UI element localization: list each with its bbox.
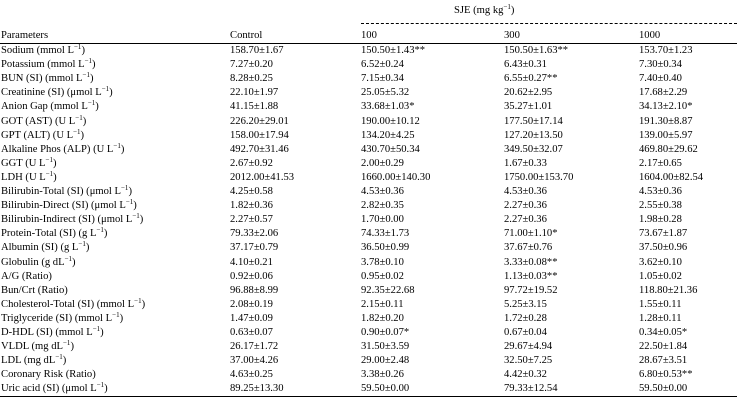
- parameter-text: LDH (U L: [1, 171, 46, 183]
- dose-300-value: 4.53±0.36: [504, 186, 547, 197]
- dose-1000-value: 1.05±0.02: [639, 270, 682, 282]
- parameter-text: BUN (SI) (mmol L: [1, 73, 83, 85]
- dose-100-value: 1.70±0.00: [361, 214, 404, 226]
- parameter-text: GOT (AST) (U L: [1, 115, 76, 127]
- unit-superscript: −1: [73, 43, 82, 51]
- control-value: 41.15±1.88: [230, 101, 279, 113]
- dose-1000-value: 37.50±0.96: [639, 242, 688, 254]
- dose-1000-value: 0.34±0.05*: [639, 327, 688, 338]
- parameter-text: ): [119, 312, 124, 324]
- parameter-text: LDL (mg dL: [1, 355, 56, 367]
- unit-superscript: −1: [101, 85, 110, 94]
- dose-100-value: 25.05±5.32: [361, 87, 410, 99]
- dose-100-value: 430.70±50.34: [361, 143, 420, 155]
- parameter-name: [1, 368, 96, 381]
- group-header: [454, 4, 514, 17]
- unit-superscript: −1: [120, 184, 129, 192]
- parameter-text: Albumin (SI) (g L: [1, 242, 79, 254]
- dose-1000-value: 118.80±21.36: [639, 284, 698, 296]
- unit-superscript: −1: [78, 240, 86, 249]
- parameter-text: ): [92, 59, 96, 71]
- dose-1000-value: 17.68±2.29: [639, 87, 688, 99]
- dose-300-value: 4.42±0.32: [504, 369, 547, 381]
- control-value: 2012.00±41.53: [230, 171, 295, 183]
- parameter-name: [1, 72, 94, 85]
- unit-superscript: −1: [84, 57, 93, 66]
- control-value: 7.27±0.20: [230, 59, 273, 71]
- unit-superscript: −1: [82, 71, 90, 80]
- dose-300-value: 1.72±0.28: [504, 312, 547, 324]
- parameter-text: ): [100, 327, 104, 338]
- dose-300-value: 127.20±13.50: [504, 129, 563, 141]
- control-value: 26.17±1.72: [230, 341, 279, 353]
- dose-300-value: 37.67±0.76: [504, 242, 553, 254]
- parameter-text: ): [120, 143, 125, 155]
- parameter-name: [1, 213, 143, 226]
- dose-100-value: 29.00±2.48: [361, 355, 410, 367]
- dose-1000-value: 191.30±8.87: [639, 115, 693, 127]
- parameter-text: GGT (U L: [1, 157, 46, 169]
- dose-1000-value: 2.55±0.38: [639, 200, 682, 212]
- control-value: 4.63±0.25: [230, 369, 273, 381]
- unit-superscript: −1: [87, 99, 96, 108]
- parameter-text: Bilirubin-Direct (SI) (μmol L: [1, 200, 126, 212]
- control-value: 492.70±31.46: [230, 143, 289, 155]
- dose-100-value: 33.68±1.03*: [361, 101, 415, 113]
- dose-100-value: 2.82±0.35: [361, 200, 404, 212]
- parameter-text: ): [104, 383, 108, 395]
- parameter-text: VLDL (mg dL: [1, 341, 63, 353]
- control-value: 37.00±4.26: [230, 355, 279, 367]
- dose-300-value: 79.33±12.54: [504, 383, 558, 395]
- dose-100-value: 59.50±0.00: [361, 383, 410, 395]
- parameter-text: D-HDL (SI) (mmol L: [1, 327, 93, 338]
- parameter-name: [1, 227, 107, 240]
- dose-1000-value: 28.67±3.51: [639, 355, 688, 367]
- control-value: 0.63±0.07: [230, 327, 273, 338]
- dose-300-value: 35.27±1.01: [504, 101, 553, 113]
- parameter-text: Anion Gap (mmol L: [1, 101, 88, 113]
- dose-1000-value: 469.80±29.62: [639, 143, 698, 155]
- parameter-name: [1, 44, 85, 57]
- parameter-name: [1, 86, 113, 99]
- control-value: 89.25±13.30: [230, 383, 284, 395]
- header-dose-300: 300: [504, 30, 520, 41]
- dose-100-value: 0.95±0.02: [361, 270, 404, 282]
- group-header-text: SJE (mg kg: [454, 5, 504, 16]
- parameter-text: ): [80, 129, 85, 141]
- dose-300-value: 29.67±4.94: [504, 341, 553, 353]
- parameter-name: [1, 171, 57, 184]
- dose-1000-value: 1.98±0.28: [639, 214, 682, 226]
- control-value: 79.33±2.06: [230, 228, 279, 240]
- parameter-text: GPT (ALT) (U L: [1, 129, 74, 141]
- parameter-name: [1, 312, 123, 325]
- parameter-text: Bilirubin-Indirect (SI) (μmol L: [1, 214, 133, 226]
- parameter-name: [1, 100, 99, 113]
- parameter-text: ): [53, 171, 57, 183]
- dose-1000-value: 7.30±0.34: [639, 59, 682, 71]
- unit-superscript: −1: [112, 310, 120, 319]
- parameter-text: ): [109, 87, 113, 99]
- parameter-name: [1, 256, 76, 269]
- control-value: 2.08±0.19: [230, 298, 273, 310]
- unit-superscript: −1: [45, 155, 53, 164]
- parameter-text: Bilirubin-Total (SI) (μmol L: [1, 186, 121, 197]
- parameter-name: [1, 241, 89, 254]
- parameter-text: ): [141, 298, 146, 310]
- dose-100-value: 7.15±0.34: [361, 73, 404, 85]
- dose-300-value: 349.50±32.07: [504, 143, 563, 155]
- dose-100-value: 3.38±0.26: [361, 369, 404, 381]
- dose-1000-value: 34.13±2.10*: [639, 101, 693, 113]
- parameter-text: ): [62, 355, 67, 367]
- dose-300-value: 2.27±0.36: [504, 200, 547, 212]
- dose-1000-value: 7.40±0.40: [639, 73, 682, 85]
- parameter-text: Coronary Risk (Ratio): [1, 369, 96, 381]
- unit-superscript: −1: [132, 212, 140, 221]
- control-value: 37.17±0.79: [230, 242, 279, 254]
- dose-1000-value: 1604.00±82.54: [639, 171, 704, 183]
- parameter-text: Globulin (g dL: [1, 256, 65, 268]
- parameter-text: Creatinine (SI) (μmol L: [1, 87, 102, 99]
- control-value: 2.67±0.92: [230, 157, 273, 169]
- control-value: 96.88±8.99: [230, 284, 279, 296]
- unit-superscript: −1: [55, 353, 63, 362]
- dose-1000-value: 73.67±1.87: [639, 228, 688, 240]
- parameter-text: Sodium (mmol L: [1, 45, 74, 56]
- parameter-name: [1, 58, 96, 71]
- dose-300-value: 1.13±0.03**: [504, 270, 558, 282]
- parameter-text: ): [139, 214, 144, 226]
- unit-superscript: −1: [125, 198, 134, 207]
- dose-1000-value: 153.70±1.23: [639, 45, 693, 56]
- parameter-text: ): [103, 228, 108, 240]
- parameter-name: [1, 354, 66, 367]
- parameter-text: Potassium (mmol L: [1, 59, 85, 71]
- parameter-name: [1, 157, 57, 170]
- dose-100-value: 3.78±0.10: [361, 256, 404, 268]
- group-header-suffix: ): [510, 5, 515, 16]
- control-value: 0.92±0.06: [230, 270, 273, 282]
- dose-300-value: 0.67±0.04: [504, 327, 547, 338]
- dose-100-value: 1660.00±140.30: [361, 171, 431, 183]
- parameter-text: ): [95, 101, 99, 113]
- dose-300-value: 150.50±1.63**: [504, 45, 569, 56]
- parameter-text: Protein-Total (SI) (g L: [1, 228, 97, 240]
- dose-300-value: 6.55±0.27**: [504, 73, 558, 85]
- parameter-name: [1, 129, 84, 142]
- parameter-name: [1, 115, 86, 128]
- parameter-text: Alkaline Phos (ALP) (U L: [1, 143, 114, 155]
- parameter-text: A/G (Ratio): [1, 270, 52, 282]
- parameter-text: ): [128, 186, 132, 197]
- dose-1000-value: 3.62±0.10: [639, 256, 682, 268]
- dose-1000-value: 2.17±0.65: [639, 157, 682, 169]
- unit-superscript: −1: [64, 254, 73, 263]
- dose-1000-value: 59.50±0.00: [639, 383, 688, 395]
- dose-300-value: 6.43±0.31: [504, 59, 547, 71]
- unit-superscript: −1: [134, 296, 142, 305]
- parameter-text: Triglyceride (SI) (mmol L: [1, 312, 113, 324]
- control-value: 8.28±0.25: [230, 73, 273, 85]
- control-value: 2.27±0.57: [230, 214, 273, 226]
- dose-100-value: 1.82±0.20: [361, 312, 404, 324]
- parameter-name: [1, 143, 124, 156]
- bottom-rule: [0, 396, 737, 397]
- dose-300-value: 1750.00±153.70: [504, 171, 574, 183]
- parameter-text: Cholesterol-Total (SI) (mmol L: [1, 298, 135, 310]
- dose-100-value: 92.35±22.68: [361, 284, 415, 296]
- control-value: 1.82±0.36: [230, 200, 273, 212]
- parameter-text: ): [52, 157, 57, 169]
- dose-100-value: 4.53±0.36: [361, 186, 404, 197]
- dose-100-value: 0.90±0.07*: [361, 327, 410, 338]
- control-value: 22.10±1.97: [230, 87, 279, 99]
- dose-300-value: 3.33±0.08**: [504, 256, 558, 268]
- group-header-underline: [361, 23, 737, 24]
- dose-100-value: 150.50±1.43**: [361, 45, 426, 56]
- control-value: 4.10±0.21: [230, 256, 273, 268]
- control-value: 1.47±0.09: [230, 312, 273, 324]
- dose-300-value: 32.50±7.25: [504, 355, 553, 367]
- dose-1000-value: 6.80±0.53**: [639, 369, 693, 381]
- header-dose-1000: 1000: [639, 30, 661, 41]
- parameter-name: [1, 199, 137, 212]
- parameter-name: [1, 298, 145, 311]
- dose-300-value: 177.50±17.14: [504, 115, 563, 127]
- parameter-text: Uric acid (SI) (μmol L: [1, 383, 97, 395]
- control-value: 158.70±1.67: [230, 45, 284, 56]
- parameter-name: [1, 382, 108, 395]
- unit-superscript: −1: [45, 169, 54, 178]
- control-value: 226.20±29.01: [230, 115, 289, 127]
- unit-superscript: −1: [75, 113, 83, 122]
- unit-superscript: −1: [113, 141, 121, 150]
- parameter-name: [1, 270, 52, 283]
- group-header-superscript: −1: [503, 3, 511, 11]
- header-control: Control: [230, 30, 263, 41]
- dose-1000-value: 22.50±1.84: [639, 341, 688, 353]
- dose-1000-value: 139.00±5.97: [639, 129, 693, 141]
- dose-300-value: 5.25±3.15: [504, 298, 547, 310]
- dose-100-value: 2.00±0.29: [361, 157, 404, 169]
- control-value: 4.25±0.58: [230, 186, 273, 197]
- parameter-text: ): [133, 200, 137, 212]
- dose-1000-value: 1.28±0.11: [639, 312, 682, 324]
- unit-superscript: −1: [96, 381, 105, 390]
- unit-superscript: −1: [73, 127, 81, 136]
- parameter-name: [1, 284, 68, 297]
- parameter-text: ): [70, 341, 74, 353]
- dose-100-value: 31.50±3.59: [361, 341, 410, 353]
- parameter-text: ): [82, 115, 87, 127]
- dose-300-value: 71.00±1.10*: [504, 228, 558, 240]
- parameter-text: ): [85, 242, 90, 254]
- dose-100-value: 190.00±10.12: [361, 115, 420, 127]
- dose-100-value: 36.50±0.99: [361, 242, 410, 254]
- unit-superscript: −1: [92, 325, 101, 333]
- parameter-name: [1, 340, 74, 353]
- control-value: 158.00±17.94: [230, 129, 289, 141]
- unit-superscript: −1: [62, 339, 71, 348]
- parameter-text: ): [89, 73, 94, 85]
- header-parameters: Parameters: [1, 30, 49, 41]
- dose-100-value: 6.52±0.24: [361, 59, 404, 71]
- parameter-name: [1, 185, 132, 198]
- dose-100-value: 74.33±1.73: [361, 228, 410, 240]
- dose-1000-value: 4.53±0.36: [639, 186, 682, 197]
- parameter-text: ): [81, 45, 85, 56]
- header-dose-100: 100: [361, 30, 377, 41]
- parameter-text: Bun/Crt (Ratio): [1, 284, 68, 296]
- dose-300-value: 2.27±0.36: [504, 214, 547, 226]
- dose-1000-value: 1.55±0.11: [639, 298, 682, 310]
- dose-300-value: 97.72±19.52: [504, 284, 558, 296]
- dose-300-value: 20.62±2.95: [504, 87, 553, 99]
- unit-superscript: −1: [96, 226, 104, 235]
- dose-300-value: 1.67±0.33: [504, 157, 547, 169]
- parameter-text: ): [72, 256, 76, 268]
- parameter-name: [1, 326, 104, 339]
- dose-100-value: 134.20±4.25: [361, 129, 415, 141]
- dose-100-value: 2.15±0.11: [361, 298, 404, 310]
